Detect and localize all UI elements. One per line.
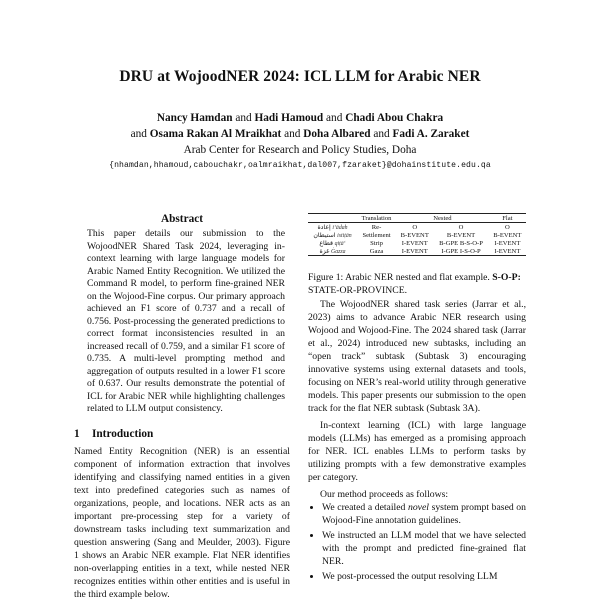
authors-line-1 xyxy=(0,110,600,126)
author-name: Osama Rakan Al Mraikhat xyxy=(149,128,282,140)
author-block xyxy=(0,110,600,174)
ner-example-table xyxy=(308,213,526,256)
nested-tag: B-EVENT xyxy=(400,231,429,239)
author-name: Chadi Abou Chakra xyxy=(345,112,444,124)
transliteration: qiṭā‘ xyxy=(334,240,346,247)
figure-1-caption xyxy=(308,272,526,297)
header-flat: Flat xyxy=(489,214,526,223)
flat-tag: B-EVENT xyxy=(493,231,522,239)
and-word: and xyxy=(130,128,147,140)
list-item: • We instructed an LLM model that we have selected with the prompt and predicted fine-grained flat NER. xyxy=(322,529,526,568)
figure-1-table xyxy=(308,213,526,269)
paper-title: DRU at WojoodNER 2024: ICL LLM for Arabic NER xyxy=(119,68,481,85)
table-header-row xyxy=(308,214,526,223)
flat-tag: I-EVENT xyxy=(489,247,526,256)
table-row xyxy=(308,231,526,239)
table-row xyxy=(308,239,526,247)
author-name: Nancy Hamdan xyxy=(156,112,233,124)
introduction-text: Named Entity Recognition (NER) is an essential component of information extraction that involves identifying and classifying named entities in a given text into predefined categories such as names of organizations, people, and locations. NER acts as an important pre-processing step for a variety of downstream tasks including text summarization and question answering (Sang and Meulder, 2003). Figure 1 shows an Arabic NER example. Flat NER identifies non-overlapping entities in a text, while nested NER recognizes entities within other entities and is useful in the third example below. xyxy=(74,446,290,600)
list-item: • We created a detailed novel system prompt based on Wojood-Fine annotation guidelines. xyxy=(322,501,526,527)
arabic-word: قطاع xyxy=(319,239,333,247)
nested-tag: B-GPE B-S-O-P xyxy=(439,239,483,247)
english-word: Re- xyxy=(371,223,382,231)
affiliation: Arab Center for Research and Policy Studies, Doha xyxy=(183,144,417,156)
author-name: Fadi A. Zaraket xyxy=(392,128,470,140)
and-word: and xyxy=(373,128,390,140)
paragraph: In-context learning (ICL) with large language models (LLMs) has emerged as a promising approach for NER. ICL enables LLMs to perform tasks by utilizing prompts with a few demonstrative examples per category. xyxy=(308,420,526,483)
author-name: Hadi Hamoud xyxy=(254,112,324,124)
authors-line-2 xyxy=(0,126,600,142)
section-title: Introduction xyxy=(92,428,154,440)
nested-tag: I-EVENT xyxy=(401,239,428,247)
nested-tag: O xyxy=(412,223,418,231)
and-word: and xyxy=(235,112,252,124)
section-heading-introduction xyxy=(74,428,153,440)
flat-tag: I-EVENT xyxy=(494,239,521,247)
nested-tag: I-GPE I-S-O-P xyxy=(433,247,488,256)
transliteration: Ġazza xyxy=(331,248,346,255)
table-row xyxy=(308,247,526,256)
paragraph: Our method proceeds as follows: xyxy=(320,489,449,500)
abstract-text: This paper details our submission to the WojoodNER Shared Task 2024, leveraging in-context learning with large language models for Arabic Named Entity Recognition. We utilized the Command R model, to perform fine-grained NER on the Wojood-Fine corpus. Our primary approach achieved an F1 score of 0.737 and a recall of 0.756. Post-processing the generated predictions to correct format inconsistencies resulted in an increased recall of 0.759, and a similar F1 score of 0.735. A multi-level prompting method and aggregation of outputs resulted in a lower F1 score of 0.637. Our results demonstrate the potential of ICL for Arabic NER while highlighting challenges related to LLM output consistency. xyxy=(87,228,285,414)
caption-main: Figure 1: Arabic NER nested and flat example. xyxy=(308,272,490,283)
abstract-heading: Abstract xyxy=(160,213,204,225)
paragraph: The WojoodNER shared task series (Jarrar et al., 2023) aims to advance Arabic NER research using Wojood and Wojood-Fine. The 2024 shared task (Jarrar et al., 2024) introduced new subtasks, including an “open track” subtask (Subtask 3) encouraging innovative systems using external datasets and tools, focusing on NER’s real-world utility through generative models. This paper presents our submission to the open track for the flat NER subtask (Subtask 3A). xyxy=(308,299,526,414)
author-name: Doha Albared xyxy=(303,128,371,140)
arabic-word: إعادة xyxy=(317,223,331,231)
right-column-text xyxy=(308,298,526,583)
nested-tag: I-EVENT xyxy=(396,247,433,256)
list-item: • We post-processed the output resolving LLM xyxy=(322,570,526,583)
and-word: and xyxy=(284,128,301,140)
and-word: and xyxy=(326,112,343,124)
english-word: Settlement xyxy=(362,231,391,239)
section-number: 1 xyxy=(74,428,80,440)
header-nested: Nested xyxy=(396,214,489,223)
author-emails: {nhamdan,hhamoud,cabouchakr,oalmraikhat,dal007,fzaraket}@dohainstitute.edu.qa xyxy=(109,161,491,170)
header-translation: Translation xyxy=(357,214,396,223)
english-word: Strip xyxy=(370,239,383,247)
caption-rest: STATE-OR-PROVINCE. xyxy=(308,284,408,296)
arabic-word: استيطان xyxy=(313,231,336,239)
contribution-list xyxy=(308,501,526,583)
flat-tag: O xyxy=(504,223,510,231)
table-row xyxy=(308,223,526,232)
transliteration: istiṭān xyxy=(337,232,352,239)
nested-tag: B-EVENT xyxy=(446,231,476,239)
english-word: Gaza xyxy=(357,247,396,256)
nested-tag: O xyxy=(458,223,464,231)
caption-bold-label: S-O-P: xyxy=(492,272,521,283)
arabic-word: غزة xyxy=(319,247,330,255)
transliteration: i‘ādah xyxy=(332,224,348,231)
